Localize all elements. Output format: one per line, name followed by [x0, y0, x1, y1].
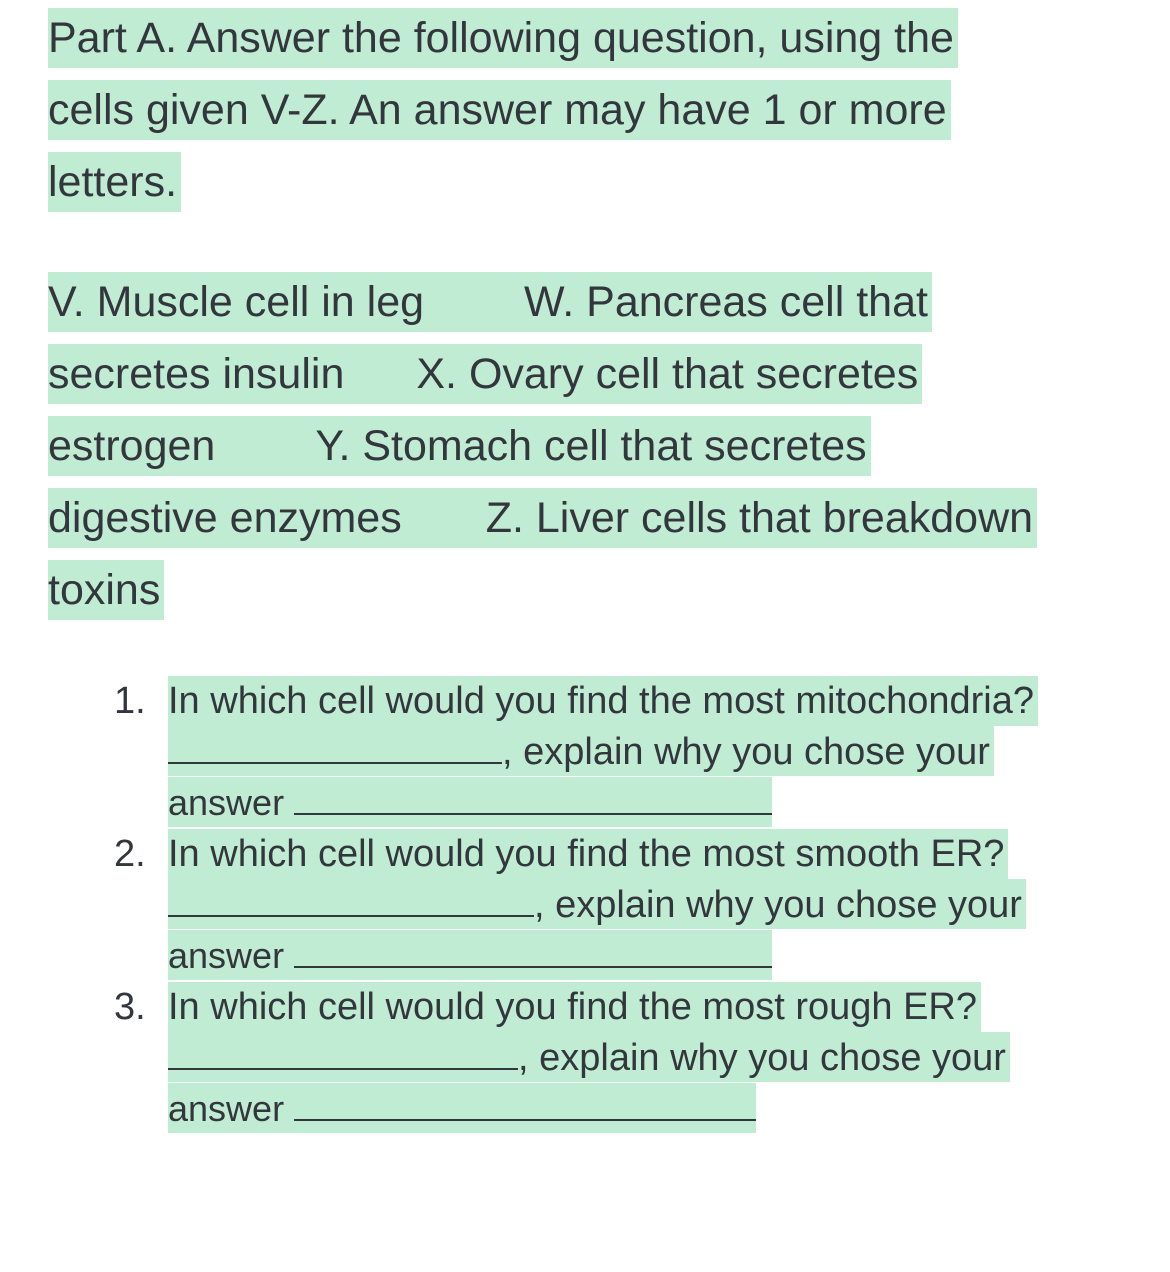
cell-options-line-1: [48, 272, 932, 332]
explanation-blank[interactable]: [294, 777, 772, 815]
explain-text: , explain why you chose your: [518, 1037, 1006, 1079]
answer-line: [168, 930, 772, 980]
answer-label: answer: [168, 1088, 285, 1129]
part-a-instructions-line-1: Part A. Answer the following question, using the: [48, 8, 958, 68]
answer-line: [168, 1083, 756, 1133]
cell-options-line-4: [48, 488, 1037, 548]
cell-option-w-cont: secretes insulin: [48, 350, 345, 398]
question-number: 2.: [114, 833, 146, 875]
question-number: 3.: [114, 986, 146, 1028]
cell-option-y-cont: digestive enzymes: [48, 494, 402, 542]
cell-option-x-cont: estrogen: [48, 422, 216, 470]
explain-text: , explain why you chose your: [534, 884, 1022, 926]
question-text: In which cell would you find the most mitochondria?: [168, 676, 1038, 726]
part-a-instructions-line-2: cells given V-Z. An answer may have 1 or more: [48, 80, 951, 140]
explanation-blank[interactable]: [294, 1083, 756, 1121]
explanation-blank[interactable]: [294, 930, 772, 968]
cell-options-line-3: [48, 416, 871, 476]
cell-option-y: Y. Stomach cell that secretes: [315, 422, 867, 470]
part-a-instructions-line-3: letters.: [48, 152, 181, 212]
cell-option-z-cont: toxins: [48, 566, 161, 614]
question-explain-line: [168, 726, 994, 776]
cell-option-x: X. Ovary cell that secretes: [416, 350, 919, 398]
cell-option-w: W. Pancreas cell that: [524, 278, 928, 326]
cell-option-z: Z. Liver cells that breakdown: [485, 494, 1034, 542]
cell-options-line-2: [48, 344, 922, 404]
cell-options-line-5: [48, 560, 164, 620]
answer-label: answer: [168, 935, 285, 976]
question-explain-line: [168, 879, 1026, 929]
answer-blank[interactable]: [168, 726, 502, 764]
answer-blank[interactable]: [168, 879, 534, 917]
explain-text: , explain why you chose your: [502, 731, 990, 773]
question-text: In which cell would you find the most smooth ER?: [168, 829, 1008, 879]
cell-option-v: V. Muscle cell in leg: [48, 278, 425, 326]
question-number: 1.: [114, 680, 146, 722]
answer-label: answer: [168, 782, 285, 823]
answer-blank[interactable]: [168, 1032, 518, 1070]
question-explain-line: [168, 1032, 1010, 1082]
answer-line: [168, 777, 772, 827]
question-text: In which cell would you find the most rough ER?: [168, 982, 981, 1032]
